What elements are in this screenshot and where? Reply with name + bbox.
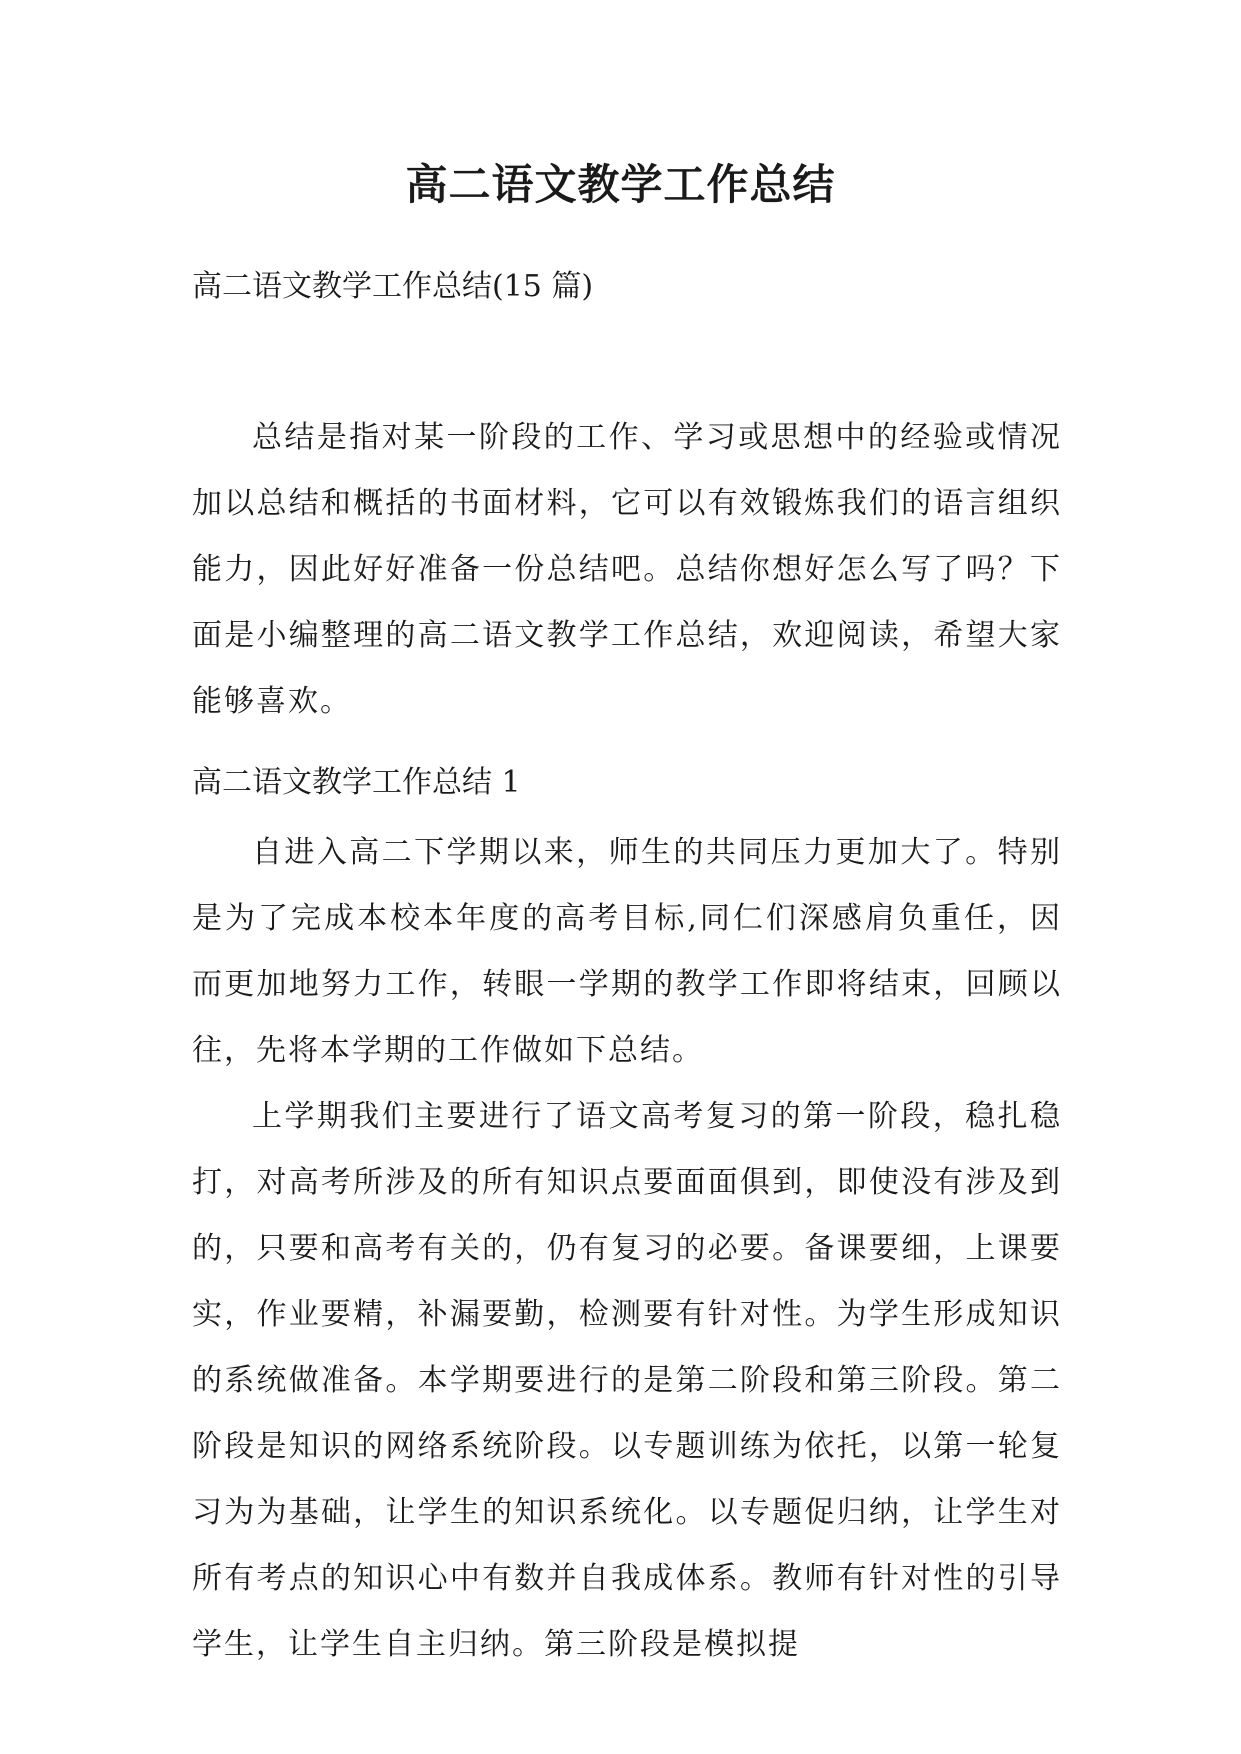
- document-subtitle: 高二语文教学工作总结(15 篇): [192, 269, 594, 304]
- body-paragraph: 上学期我们主要进行了语文高考复习的第一阶段，稳扎稳打，对高考所涉及的所有知识点要面面俱到，即使没有涉及到的，只要和高考有关的，仍有复习的必要。备课要细，上课要实，作业要精，补漏要勤，检测要有针对性。为学生形成知识的系统做准备。本学期要进行的是第二阶段和第三阶段。第二阶段是知识的网络系统阶段。以专题训练为依托，以第一轮复习为为基础，让学生的知识系统化。以专题促归纳，让学生对所有考点的知识心中有数并自我成体系。教师有针对性的引导学生，让学生自主归纳。第三阶段是模拟提: [192, 1099, 1062, 1662]
- document-title: 高二语文教学工作总结: [405, 160, 836, 209]
- section-1: [192, 758, 1062, 1678]
- intro-paragraph: 总结是指对某一阶段的工作、学习或思想中的经验或情况加以总结和概括的书面材料，它可以有效锻炼我们的语言组织能力，因此好好准备一份总结吧。总结你想好怎么写了吗？下面是小编整理的高二语文教学工作总结，欢迎阅读，希望大家能够喜欢。: [192, 420, 1062, 719]
- body-paragraph: 自进入高二下学期以来，师生的共同压力更加大了。特别是为了完成本校本年度的高考目标,同仁们深感肩负重任，因而更加地努力工作，转眼一学期的教学工作即将结束，回顾以往，先将本学期的工作做如下总结。: [192, 835, 1062, 1068]
- section-heading: 高二语文教学工作总结 1: [192, 765, 521, 800]
- intro-section: [192, 405, 1062, 735]
